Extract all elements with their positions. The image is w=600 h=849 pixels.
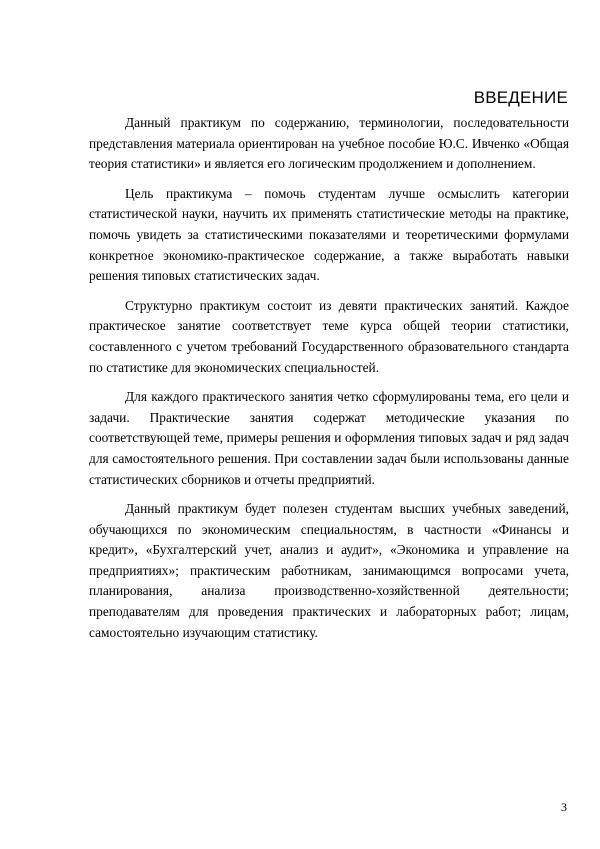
section-title: ВВЕДЕНИЕ: [473, 88, 568, 107]
body-text: [89, 113, 569, 652]
page-number: 3: [561, 800, 567, 814]
paragraph-1: Данный практикум по содержанию, терминологии, последовательности представления материала ориентирован на учебное пособие Ю.С. Ивченко «Общая теория статистики» и является его логическим продолжением и дополнением.: [89, 115, 569, 172]
paragraph-3: Структурно практикум состоит из девяти практических занятий. Каждое практическое занятие соответствует теме курса общей теории статистики, составленного с учетом требований Государственного образовательного стандарта по статистике для экономических специальностей.: [89, 297, 569, 375]
paragraph-2: Цель практикума – помочь студентам лучше осмыслить категории статистической науки, научить их применять статистические методы на практике, помочь увидеть за статистическими показателями и теоретическими формулами конкретное экономико-практическое содержание, а также выработать навыки решения типовых статистических задач.: [89, 185, 569, 284]
paragraph-5: Данный практикум будет полезен студентам высших учебных заведений, обучающихся по экономическим специальностям, в частности «Финансы и кредит», «Бухгалтерский учет, анализ и аудит», «Экономика и управление на предприятиях»; практическим работникам, занимающимся вопросами учета, планирования, анализа производственно-хозяйственной деятельности; преподавателям для проведения практических и лабораторных работ; лицам, самостоятельно изучающим статистику.: [89, 501, 569, 640]
paragraph-4: Для каждого практического занятия четко сформулированы тема, его цели и задачи. Практические занятия содержат методические указания по соответствующей теме, примеры решения и оформления типовых задач и ряд задач для самостоятельного решения. При составлении задач были использованы данные статистических сборников и отчеты предприятий.: [89, 389, 569, 487]
